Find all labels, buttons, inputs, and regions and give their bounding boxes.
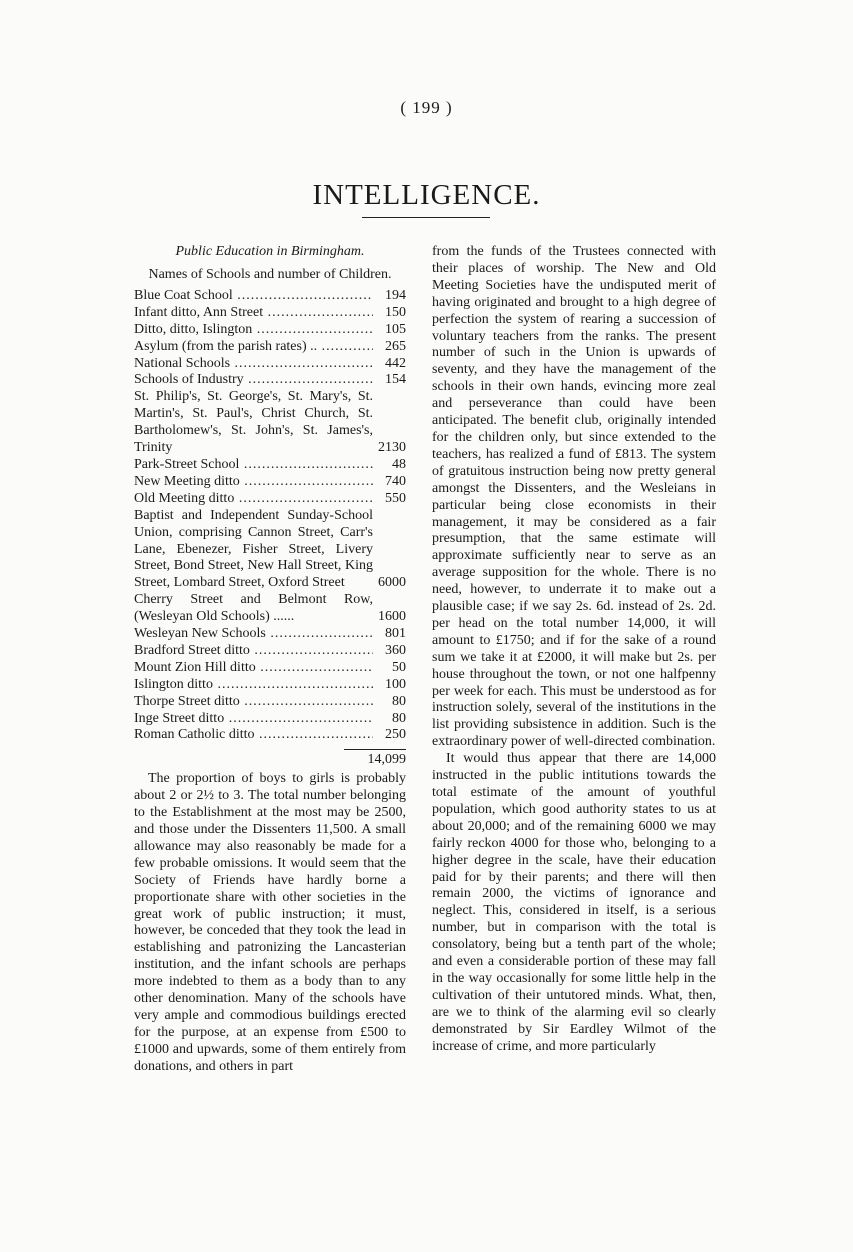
- right-paragraph-1: from the funds of the Trustees connected with their places of worship. The New and Old Meeting Societies have the undisputed merit of having originated and brought to a high degree of perfection the system of rearing a succession of voluntary teachers from the ranks. The present number of such in the Union is upwards of seventy, and they have the management of the schools in their own hands, evincing more zeal and perseverance than could have been anticipated. The benefit club, originally intended for the children only, but since extended to the teachers, has realized a fund of £813. The system of gratuitous instruction being now pretty general amongst the Dissenters, and the Wesleians in particular being close economists in their management, it may be considered as a fair presumption, that the same estimate will approximate sufficiently near to serve as an average supposition for the whole. There is no need, however, to underrate it to make out a plausible case; if we say 2s. 6d. instead of 2s. 2d. per head on the total number 14,000, it will amount to £1750; and if for the sake of a round sum we take it at £2000, it will make but 2s. per house throughout the town, or not one halfpenny per week for each. This must be understood as for instruction solely, several of the institutions in the list providing subsistence in addition. Such is the extraordinary power of well-directed combination.: [432, 244, 716, 750]
- title-divider: [362, 217, 490, 218]
- school-name: New Meeting ditto .....: [134, 474, 373, 491]
- school-name: Ditto, ditto, Islington .....: [134, 322, 373, 339]
- school-name: Infant ditto, Ann Street .....: [134, 305, 373, 322]
- school-row: [134, 491, 406, 508]
- school-row: [134, 288, 406, 305]
- school-count: 442: [385, 355, 406, 371]
- school-row: [134, 457, 406, 474]
- school-row: [134, 389, 406, 457]
- school-name: Baptist and Independent Sunday-School Union, comprising Cannon Street, Carr's Lane, Ebenezer, Fisher Street, Livery Street, Bond Street, New Hall Street, King Street, Lombard Street, Oxford Street: [134, 507, 373, 591]
- school-row: [134, 474, 406, 491]
- school-count: 2130: [378, 440, 406, 456]
- school-count: 100: [385, 676, 406, 692]
- school-name: Blue Coat School .....: [134, 288, 373, 305]
- school-count: 250: [385, 727, 406, 743]
- school-name: Bradford Street ditto .....: [134, 643, 373, 660]
- school-count: 80: [392, 710, 406, 726]
- school-name: St. Philip's, St. George's, St. Mary's, St. Martin's, St. Paul's, Christ Church, St. Bartholomew's, St. John's, St. James's, Trinity: [134, 389, 373, 456]
- school-count: 150: [385, 304, 406, 320]
- school-row: [134, 339, 406, 356]
- section-heading: Public Education in Birmingham.: [175, 244, 365, 259]
- school-row: [134, 727, 406, 744]
- school-name: Islington ditto .....: [134, 677, 373, 694]
- school-count: 550: [385, 490, 406, 506]
- school-count: 105: [385, 321, 406, 337]
- left-column: [134, 244, 406, 1076]
- school-count: 1600: [378, 609, 406, 625]
- school-row: [134, 626, 406, 643]
- school-name: Inge Street ditto .....: [134, 711, 373, 728]
- school-row: [134, 372, 406, 389]
- school-name: Wesleyan New Schools .....: [134, 626, 373, 643]
- school-row: [134, 356, 406, 373]
- school-name: Old Meeting ditto .....: [134, 491, 373, 508]
- school-name: Park-Street School .....: [134, 457, 373, 474]
- school-row: [134, 592, 406, 626]
- school-row: [134, 322, 406, 339]
- school-count: 48: [392, 456, 406, 472]
- school-name: Thorpe Street ditto .....: [134, 694, 373, 711]
- school-count: 801: [385, 626, 406, 642]
- school-row: [134, 305, 406, 322]
- school-row: [134, 711, 406, 728]
- school-row: [134, 660, 406, 677]
- total-divider: [344, 749, 406, 750]
- right-paragraph-2: It would thus appear that there are 14,000 instructed in the public intitutions towards the total estimate of the amount of youthful population, which good authority states to us at about 20,000; and of the remaining 6000 we may fairly reckon 4000 for those who, belonging to a higher degree in the scale, have their education paid for by their parents; and there will then remain 2000, the victims of ignorance and neglect. This, considered in itself, is a serious number, but in comparison with the total is consolatory, being but a tenth part of the whole; and even a considerable portion of these may fall in the way occasionally for some little help in the cultivation of their untutored minds. What, then, are we to think of the alarming evil so clearly demonstrated by Sir Eardley Wilmot of the increase of crime, and more particularly: [432, 751, 716, 1054]
- school-name: Roman Catholic ditto .....: [134, 727, 373, 744]
- table-caption: Names of Schools and number of Children.: [148, 266, 392, 282]
- school-name: Schools of Industry .....: [134, 372, 373, 389]
- school-name: Cherry Street and Belmont Row, (Wesleyan Old Schools) ......: [134, 592, 373, 625]
- school-count: 194: [385, 287, 406, 303]
- school-name: National Schools .....: [134, 356, 373, 373]
- school-row: [134, 508, 406, 593]
- school-row: [134, 643, 406, 660]
- school-row: [134, 694, 406, 711]
- school-count: 740: [385, 473, 406, 489]
- right-column: [432, 244, 716, 1056]
- school-count: 6000: [378, 575, 406, 591]
- school-list: [134, 288, 406, 744]
- school-count: 80: [392, 693, 406, 709]
- school-name: Mount Zion Hill ditto .....: [134, 660, 373, 677]
- school-count: 154: [385, 372, 406, 388]
- school-count: 265: [385, 338, 406, 354]
- school-row: [134, 677, 406, 694]
- school-count: 360: [385, 642, 406, 658]
- page-title: INTELLIGENCE.: [312, 179, 541, 212]
- school-count: 50: [392, 659, 406, 675]
- page-number: ( 199 ): [400, 98, 453, 117]
- left-paragraph: The proportion of boys to girls is probably about 2 or 2½ to 3. The total number belonging to the Establishment at the most may be 2500, and those under the Dissenters 11,500. A small allowance may also reasonably be made for a few probable omissions. It would seem that the Society of Friends have hardly borne a proportionate share with other societies in the great work of public instruction; it must, however, be conceded that they took the lead in establishing and patronizing the Lancasterian institution, and the infant schools are perhaps more indebted to them as a body than to any other denomination. Many of the schools have very ample and commodious buildings erected for the purpose, at an expense from £500 to £1000 and upwards, some of them entirely from donations, and others in part: [134, 771, 406, 1074]
- school-name: Asylum (from the parish rates) .. .....: [134, 339, 373, 356]
- total-count: 14,099: [367, 752, 406, 768]
